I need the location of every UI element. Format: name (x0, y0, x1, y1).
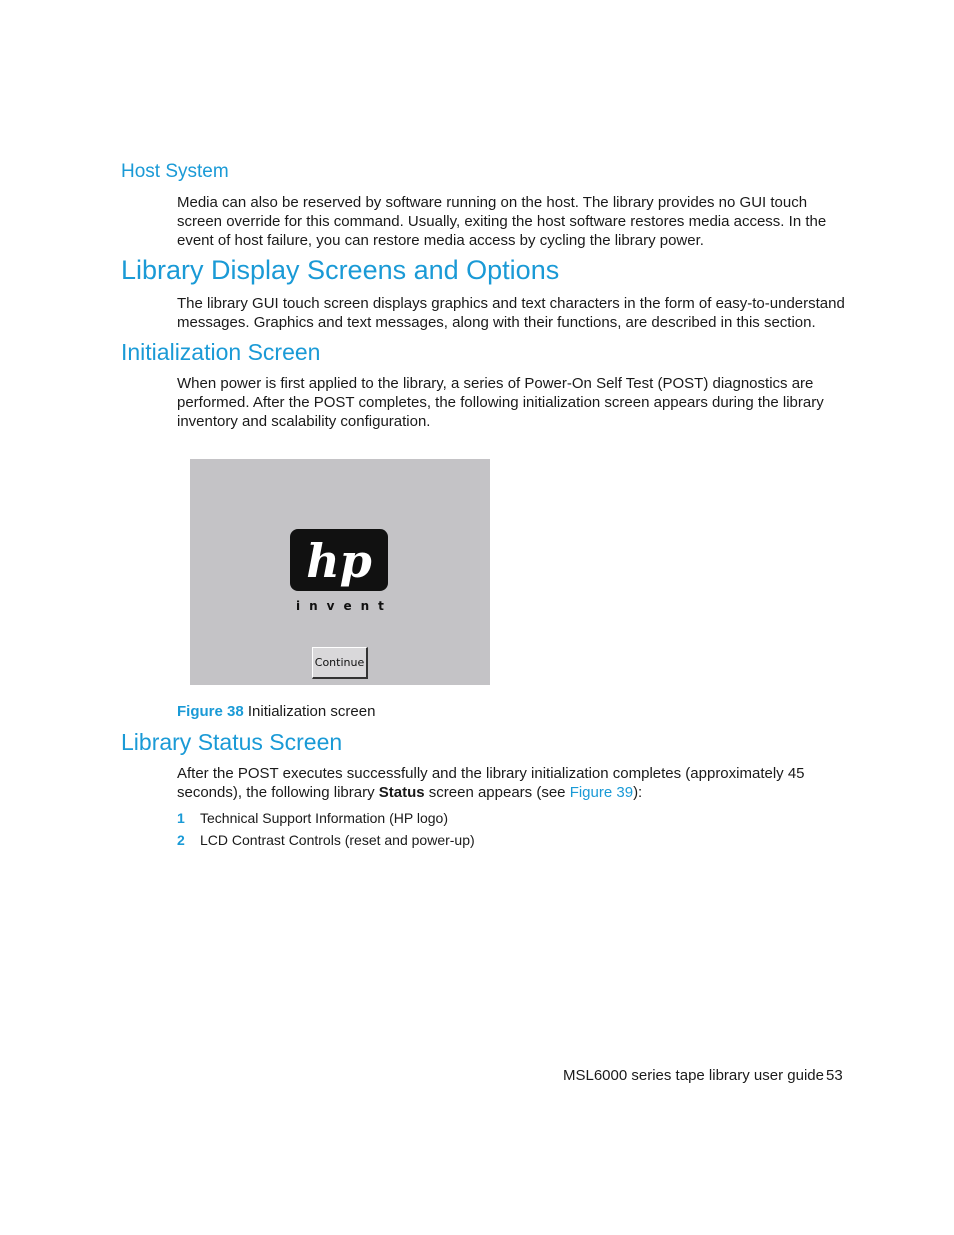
status-bold: Status (378, 784, 425, 801)
page-number: 53 (826, 1067, 843, 1084)
paragraph-host-system: Media can also be reserved by software running on the host. The library provides no GUI touch screen override for this command. Usually, exiting the host software restores media access. In the event of host failure, you can restore media access by cycling the library power. (177, 194, 827, 249)
heading-initialization-screen: Initialization Screen (121, 339, 321, 365)
status-text-1: After the POST executes successfully and the library initialization completes (approximately 45 seconds), the following library (177, 765, 805, 801)
hp-logo-icon (290, 529, 388, 591)
status-text-2: screen appears (see (424, 784, 570, 801)
heading-host-system: Host System (121, 161, 229, 182)
continue-button[interactable]: Continue (312, 647, 368, 679)
figure-39-link[interactable]: Figure 39 (569, 784, 634, 801)
initialization-screen-figure (190, 459, 490, 685)
hp-logo (290, 529, 388, 591)
hp-logo-tagline: invent (296, 599, 393, 613)
hp-logo-letters: hp (306, 534, 372, 588)
paragraph-display-screens: The library GUI touch screen displays graphics and text characters in the form of easy-to-understand messages. Graphics and text messages, along with their functions, are described in this section. (177, 295, 845, 331)
list-item-number: 2 (177, 832, 185, 848)
list-item-number: 1 (177, 810, 185, 826)
heading-display-screens: Library Display Screens and Options (121, 255, 560, 285)
figure-caption (177, 703, 375, 720)
list-item (177, 832, 475, 848)
list-item-text: LCD Contrast Controls (reset and power-up) (200, 832, 475, 848)
heading-library-status-screen: Library Status Screen (121, 729, 343, 755)
footer-title: MSL6000 series tape library user guide (563, 1067, 824, 1084)
figure-label: Figure 38 (177, 703, 244, 720)
list-item (177, 810, 448, 826)
paragraph-status (177, 764, 817, 802)
list-item-text: Technical Support Information (HP logo) (200, 810, 448, 826)
paragraph-initialization: When power is first applied to the library, a series of Power-On Self Test (POST) diagnostics are performed. After the POST completes, the following initialization screen appears during the library inventory and scalability configuration. (177, 375, 824, 430)
status-text-3: ): (633, 784, 643, 801)
figure-caption-text: Initialization screen (247, 703, 376, 720)
